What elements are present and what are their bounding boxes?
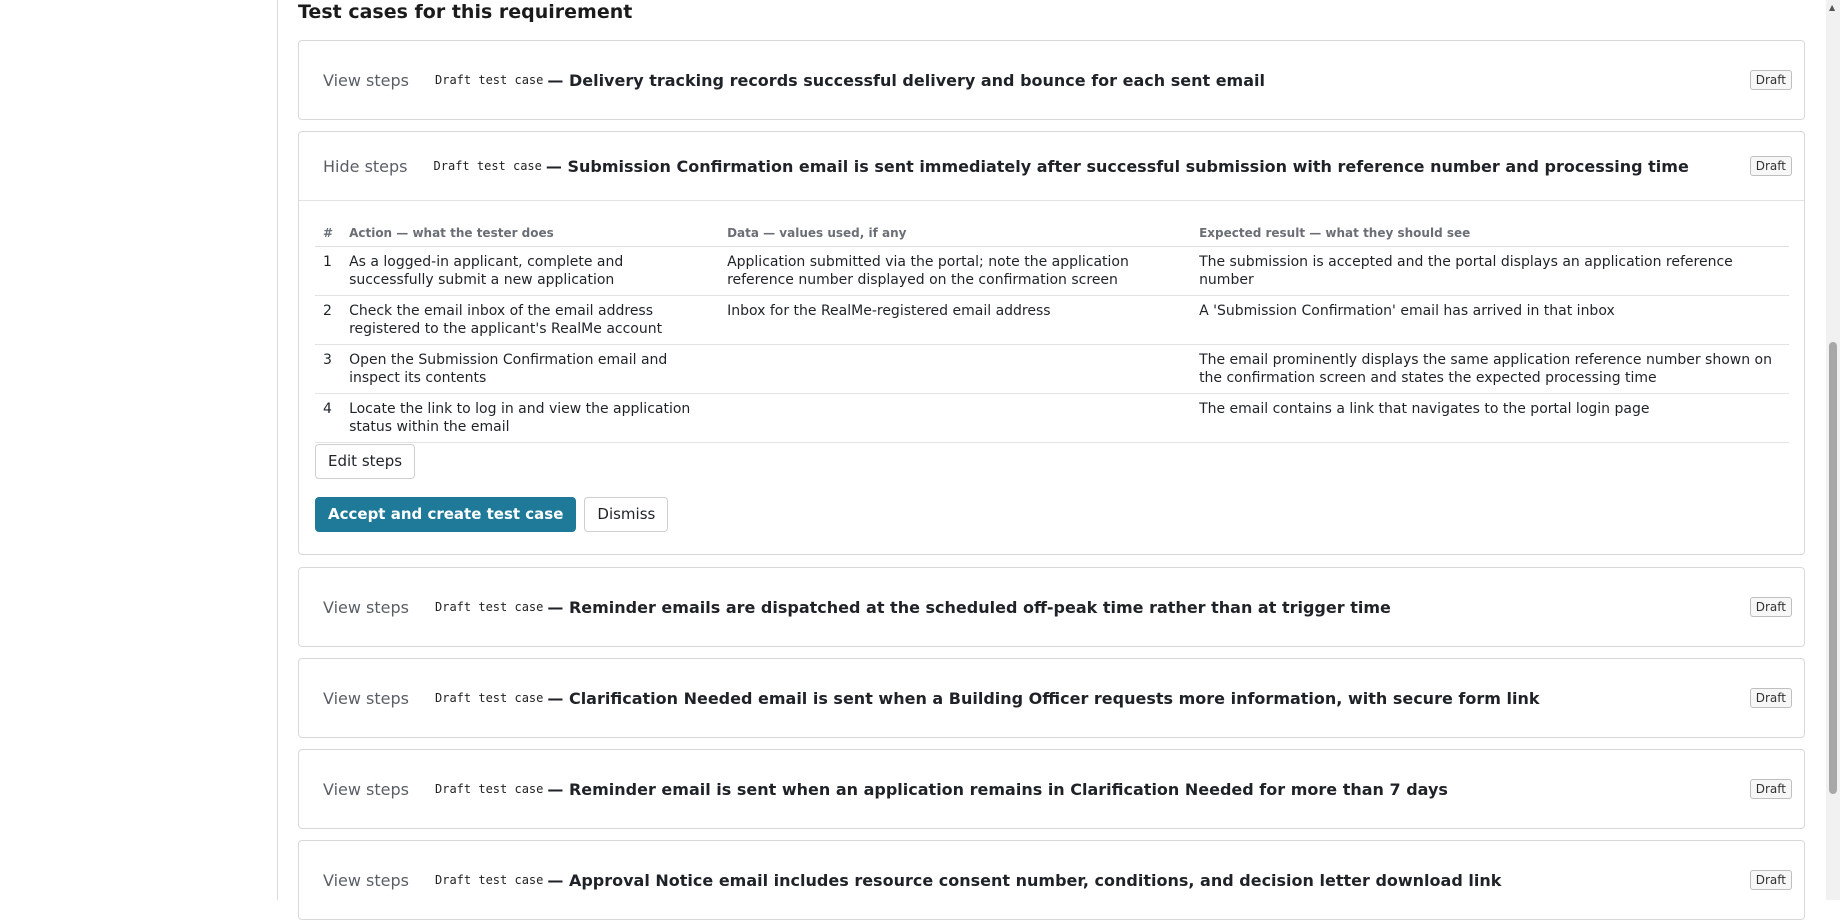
test-case-title: — Reminder email is sent when an application remains in Clarification Needed for more than 7 days [547,779,1448,799]
table-row [315,247,1789,296]
draft-test-case-label: Draft test case [435,873,544,887]
test-case-header [299,659,1804,737]
test-case-header [299,568,1804,646]
scroll-up-arrow-icon[interactable]: ▲ [1829,3,1836,12]
column-header-action: Action — what the tester does [341,222,719,247]
test-case-card [298,840,1805,920]
view-steps-link[interactable]: View steps [323,688,409,708]
step-action: Open the Submission Confirmation email and inspect its contents [341,345,719,394]
scrollbar-thumb[interactable] [1829,342,1837,794]
left-sidebar-gutter [0,0,278,900]
step-number: 1 [315,247,341,296]
steps-table-header-row [315,222,1789,247]
step-expected: The email prominently displays the same application reference number shown on the confirmation screen and states the expected processing time [1191,345,1789,394]
section-title: Test cases for this requirement [298,1,633,23]
status-badge: Draft [1750,70,1792,90]
column-header-number: # [315,222,341,247]
test-case-card [298,749,1805,829]
test-case-card [298,567,1805,647]
hide-steps-link[interactable]: Hide steps [323,156,408,176]
vertical-scrollbar[interactable] [1826,0,1840,900]
table-row [315,296,1789,345]
test-case-title: — Delivery tracking records successful delivery and bounce for each sent email [547,70,1265,90]
table-row [315,345,1789,394]
test-case-header [299,41,1804,119]
step-number: 3 [315,345,341,394]
step-data: Application submitted via the portal; note the application reference number displayed on the confirmation screen [719,247,1191,296]
test-case-title: — Approval Notice email includes resource consent number, conditions, and decision letter download link [547,870,1502,890]
column-header-expected: Expected result — what they should see [1191,222,1789,247]
main-content [298,0,1806,900]
view-steps-link[interactable]: View steps [323,870,409,890]
test-case-header [299,841,1804,919]
view-steps-link[interactable]: View steps [323,597,409,617]
steps-table [315,222,1789,443]
step-action: Check the email inbox of the email address registered to the applicant's RealMe account [341,296,719,345]
test-case-header [299,750,1804,828]
accept-create-button[interactable]: Accept and create test case [315,497,576,532]
table-row [315,394,1789,443]
column-header-data: Data — values used, if any [719,222,1191,247]
draft-test-case-label: Draft test case [435,691,544,705]
test-case-card-expanded [298,131,1805,555]
dismiss-button[interactable]: Dismiss [584,497,668,532]
draft-test-case-label: Draft test case [435,600,544,614]
action-buttons [315,497,1804,532]
test-case-card [298,40,1805,120]
step-action: As a logged-in applicant, complete and successfully submit a new application [341,247,719,296]
test-case-title: — Submission Confirmation email is sent immediately after successful submission with reference number and processing time [545,156,1689,176]
test-case-title: — Clarification Needed email is sent when a Building Officer requests more information, with secure form link [547,688,1540,708]
test-case-card [298,658,1805,738]
draft-test-case-label: Draft test case [435,782,544,796]
step-data [719,345,1191,394]
view-steps-link[interactable]: View steps [323,779,409,799]
draft-test-case-label: Draft test case [433,159,542,173]
status-badge: Draft [1750,870,1792,890]
draft-test-case-label: Draft test case [435,73,544,87]
edit-steps-row [315,444,1804,479]
test-case-title: — Reminder emails are dispatched at the scheduled off-peak time rather than at trigger time [547,597,1391,617]
step-number: 4 [315,394,341,443]
status-badge: Draft [1750,597,1792,617]
status-badge: Draft [1750,779,1792,799]
step-action: Locate the link to log in and view the application status within the email [341,394,719,443]
step-expected: A 'Submission Confirmation' email has arrived in that inbox [1191,296,1789,345]
step-expected: The email contains a link that navigates to the portal login page [1191,394,1789,443]
step-data: Inbox for the RealMe-registered email address [719,296,1191,345]
step-number: 2 [315,296,341,345]
step-expected: The submission is accepted and the portal displays an application reference number [1191,247,1789,296]
step-data [719,394,1191,443]
edit-steps-button[interactable]: Edit steps [315,444,415,479]
view-steps-link[interactable]: View steps [323,70,409,90]
status-badge: Draft [1750,688,1792,708]
test-case-header [299,132,1804,201]
status-badge: Draft [1750,156,1792,176]
